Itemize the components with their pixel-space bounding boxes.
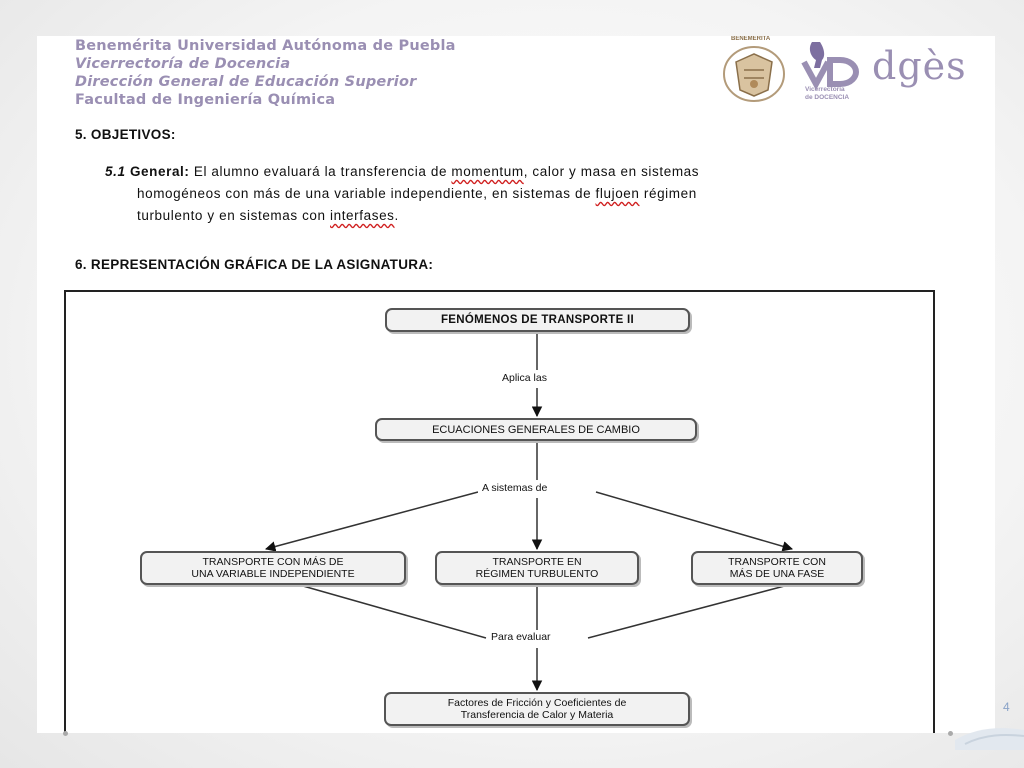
objective-text-3a: turbulento y en sistemas con [137,208,330,223]
objective-label: General: [129,164,190,179]
bottom-node-line2: Transferencia de Calor y Materia [460,709,614,721]
seal-text: BENEMÉRITA [731,36,771,42]
objective-text-2: homogéneos con más de una variable independiente, en sistemas de [137,186,596,201]
left-node-line1: TRANSPORTE CON MÁS DE [202,556,344,568]
node-transporte-mas-fase [691,551,863,585]
right-node-line1: TRANSPORTE CON [728,556,826,568]
slide-swoosh-decoration [955,700,1024,750]
edge-left-to-evaluate [296,584,486,638]
objective-paragraph [105,161,955,227]
left-node-line2: UNA VARIABLE INDEPENDIENTE [191,568,355,580]
node-factores-friccion [384,692,690,726]
header-direccion: Dirección General de Educación Superior [75,74,417,90]
university-seal-logo [716,40,792,104]
right-node-line2: MÁS DE UNA FASE [729,568,825,580]
bottom-node-line1: Factores de Fricción y Coeficientes de [447,697,627,709]
header-university: Benemérita Universidad Autónoma de Puebla [75,38,456,54]
node-transporte-regimen-turbulento [435,551,639,585]
objective-text-1b: , calor y masa en sistemas [523,164,700,179]
center-node-line1: TRANSPORTE EN [492,556,582,568]
center-node-line2: RÉGIMEN TURBULENTO [475,568,599,580]
graphic-representation-title: 6. REPRESENTACIÓN GRÁFICA DE LA ASIGNATURA: [75,257,434,272]
objective-text-3b: . [394,208,399,223]
edge-systems-to-right [596,492,792,549]
edge-label-sistemas: A sistemas de [478,482,551,494]
concept-map-connectors [66,292,933,733]
dges-logo: dgès [872,44,967,88]
edge-right-to-evaluate [588,584,792,638]
page-number: 4 [1003,700,1010,714]
node-fenomenos-transporte: FENÓMENOS DE TRANSPORTE II [385,308,690,332]
logo-subtitle-line2: de DOCENCIA [805,94,850,101]
slide-dot-right [948,731,953,736]
slide-dot-left [63,731,68,736]
document-page [37,36,995,733]
edge-label-evaluar: Para evaluar [487,631,555,643]
objectives-title: 5. OBJETIVOS: [75,127,176,142]
spellcheck-word-momentum: momentum [451,164,524,179]
header-vicerrectoria: Vicerrectoría de Docencia [75,56,291,72]
node-ecuaciones-cambio: ECUACIONES GENERALES DE CAMBIO [375,418,697,441]
concept-map [64,290,935,733]
spellcheck-word-interfases: interfases [330,208,395,223]
edge-systems-to-left [266,492,478,549]
logo-subtitle [805,86,849,102]
edge-label-aplica: Aplica las [498,372,551,384]
objective-text-1a: El alumno evaluará la transferencia de [189,164,452,179]
objective-number: 5.1 [105,164,126,179]
header-facultad: Facultad de Ingeniería Química [75,92,336,108]
logo-subtitle-line1: Vicerrectoría [805,86,845,93]
node-transporte-variable-independiente [140,551,406,585]
objective-text-2b: régimen [639,186,697,201]
spellcheck-word-flujoen: flujoen [595,186,640,201]
